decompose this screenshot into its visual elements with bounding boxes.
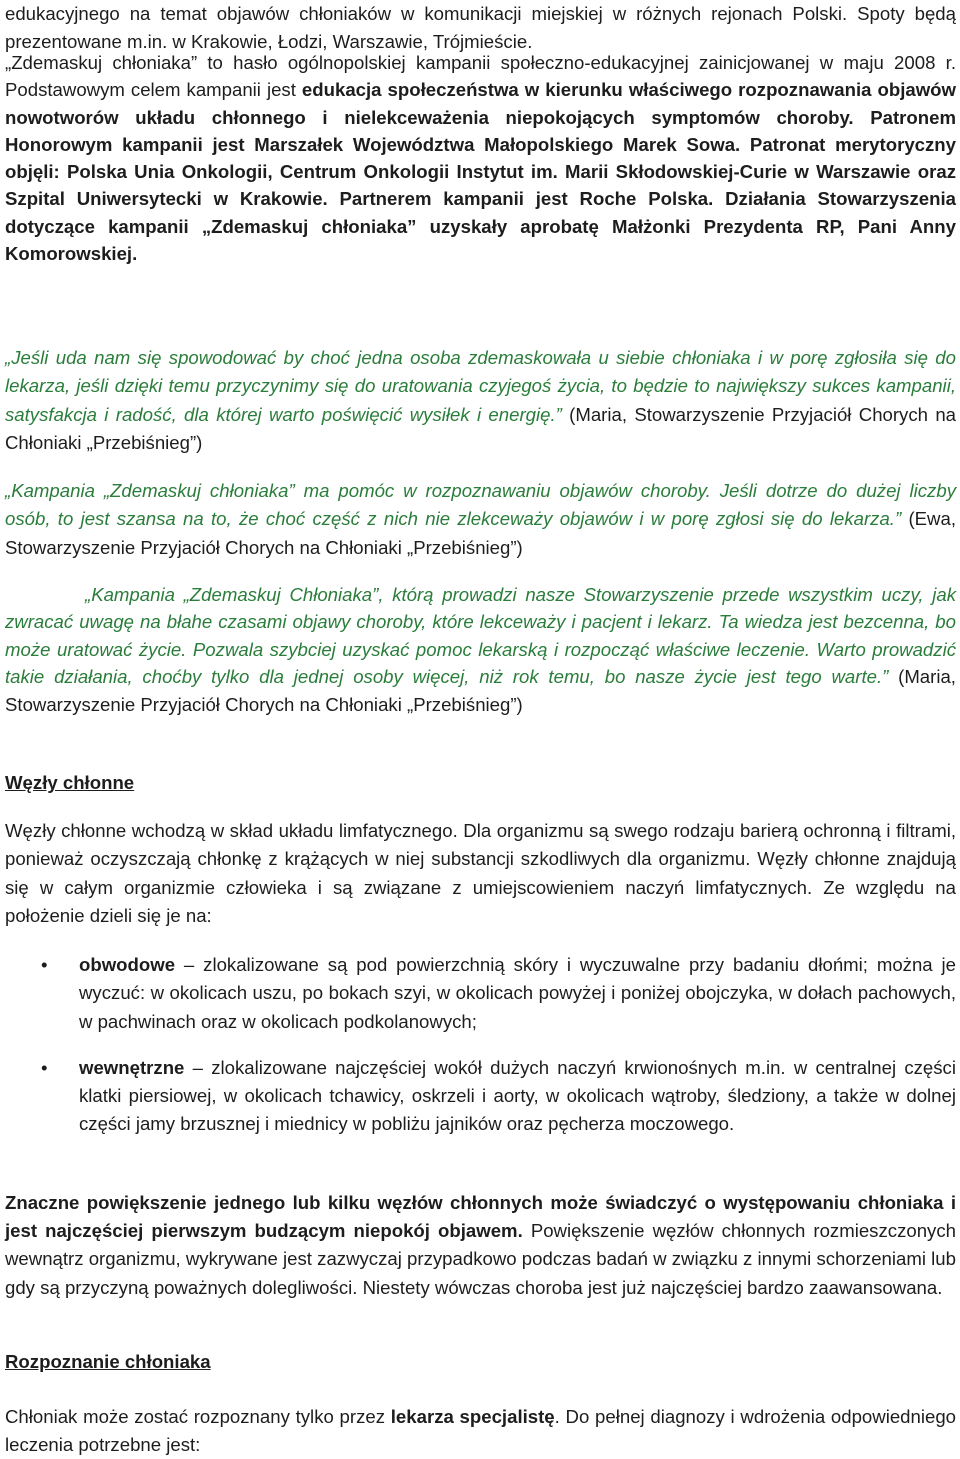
list-item-text: – zlokalizowane są pod powierzchnią skóry i wyczuwalne przy badaniu dłońmi; można je wyczuć: w okolicach uszu, po bokach szyi, w okolicach powyżej i poniżej obojczyka, w dołach pachowych, w pachwinach oraz w okolicach podkolanowych; — [79, 954, 956, 1032]
quote-1 — [5, 344, 956, 457]
quote-2 — [5, 477, 956, 562]
enlargement-paragraph — [5, 1189, 956, 1302]
intro-paragraph-2 — [5, 49, 956, 267]
list-item-text: – zlokalizowane najczęściej wokół dużych naczyń krwionośnych m.in. w centralnej części klatki piersiowej, w okolicach tchawicy, oskrzeli i aorty, w okolicach wątroby, śledziony, a także w dolnej części jamy brzusznej i miednicy w pobliżu jajników oraz pęcherza moczowego. — [79, 1056, 956, 1135]
lymph-node-types-list — [5, 951, 956, 1139]
lymph-nodes-paragraph: Węzły chłonne wchodzą w skład układu limfatycznego. Dla organizmu są swego rodzaju barierą ochronną i filtrami, ponieważ oczyszczają chłonkę z krążących w niej substancji szkodliwych dla organizmu. Węzły chłonne znajdują się w całym organizmie człowieka i są związane z umiejscowieniem naczyń limfatycznych. Ze względu na położenie dzieli się je na: — [5, 820, 956, 927]
intro-paragraph-1: edukacyjnego na temat objawów chłoniaków w komunikacji miejskiej w różnych rejonach Polski. Spoty będą prezentowane m.in. w Krakowie, Łodzi, Warszawie, Trójmieście. — [5, 3, 956, 52]
quote-3 — [5, 581, 956, 718]
quote-2-text: „Kampania „Zdemaskuj chłoniaka” ma pomóc w rozpoznawaniu objawów choroby. Jeśli dotrze do dużej liczby osób, to jest szansa na to, że choć część z nich nie zlekceważy objawów i w porę zgłosi się do lekarza.” — [5, 480, 956, 530]
quote-1-text: „Jeśli uda nam się spowodować by choć jedna osoba zdemaskowała u siebie chłoniaka i w porę zgłosiła się do lekarza, jeśli dzięki temu przyczynimy się do uratowania czyjegoś życia, to będzie to największy sukces kampanii, satysfakcja i radość, dla której warto poświęcić wysiłek i energię.” — [5, 347, 956, 425]
intro-paragraph-2-plain: „Zdemaskuj chłoniaka” to hasło ogólnopolskiej kampanii społeczno-edukacyjnej zainicjowanej w maju 2008 r. Podstawowym celem kampanii jest — [5, 52, 956, 101]
list-item — [5, 1054, 956, 1139]
list-item — [5, 951, 956, 1036]
quote-3-source: (Maria, Stowarzyszenie Przyjaciół Chorych na Chłoniaki „Przebiśnieg”) — [5, 666, 956, 715]
quote-2-source: (Ewa, Stowarzyszenie Przyjaciół Chorych na Chłoniaki „Przebiśnieg”) — [5, 508, 956, 558]
enlargement-bold: Znaczne powiększenie jednego lub kilku węzłów chłonnych może świadczyć o występowaniu chłoniaka i jest najczęściej pierwszym budzącym niepokój objawem. — [5, 1192, 956, 1242]
bullet-icon: • — [41, 954, 48, 975]
section-heading-lymph-nodes: Węzły chłonne — [5, 772, 135, 793]
list-item-term: wewnętrzne — [79, 1056, 185, 1078]
list-item-term: obwodowe — [79, 954, 176, 975]
section-heading-diagnosis: Rozpoznanie chłoniaka — [5, 1351, 211, 1372]
specialist-bold: lekarza specjalistę — [390, 1406, 555, 1427]
enlargement-rest: Powiększenie węzłów chłonnych rozmieszczonych wewnątrz organizmu, wykrywane jest zazwyczaj przypadkowo podczas badań w związku z innymi schorzeniami lub gdy są przyczyną poważnych dolegliwości. Niestety wówczas choroba jest już najczęściej bardzo zaawansowana. — [5, 1220, 956, 1298]
intro-paragraph-2-bold: edukacja społeczeństwa w kierunku właściwego rozpoznawania objawów nowotworów układu chłonnego i nielekceważenia niepokojących symptomów choroby. Patronem Honorowym kampanii jest Marszałek Województwa Małopolskiego Marek Sowa. Patronat merytoryczny objęli: Polska Unia Onkologii, Centrum Onkologii Instytut im. Marii Skłodowskiej-Curie w Warszawie oraz Szpital Uniwersytecki w Krakowie. Partnerem kampanii jest Roche Polska. Działania Stowarzyszenia dotyczące kampanii „Zdemaskuj chłoniaka” uzyskały aprobatę Małżonki Prezydenta RP, Pani Anny Komorowskiej. — [5, 79, 956, 265]
quote-3-text: „Kampania „Zdemaskuj Chłoniaka”, którą prowadzi nasze Stowarzyszenie przede wszystkim uczy, jak zwracać uwagę na błahe czasami objawy choroby, które lekceważy i pacjent i lekarz. Ta wiedza jest bezcenna, bo może uratować życie. Pozwala szybciej uzyskać pomoc lekarską i rozpocząć właściwe leczenie. Warto prowadzić takie działania, choćby tylko dla jednej osoby więcej, niż rok temu, bo nasze życie jest tego warte.” — [5, 584, 956, 688]
quote-1-source: (Maria, Stowarzyszenie Przyjaciół Chorych na Chłoniaki „Przebiśnieg”) — [5, 403, 957, 453]
bullet-icon: • — [41, 1056, 48, 1078]
diagnosis-paragraph: Chłoniak może zostać rozpoznany tylko przez lekarza specjalistę. Do pełnej diagnozy i wdrożenia odpowiedniego leczenia potrzebne jest: — [5, 1406, 956, 1455]
